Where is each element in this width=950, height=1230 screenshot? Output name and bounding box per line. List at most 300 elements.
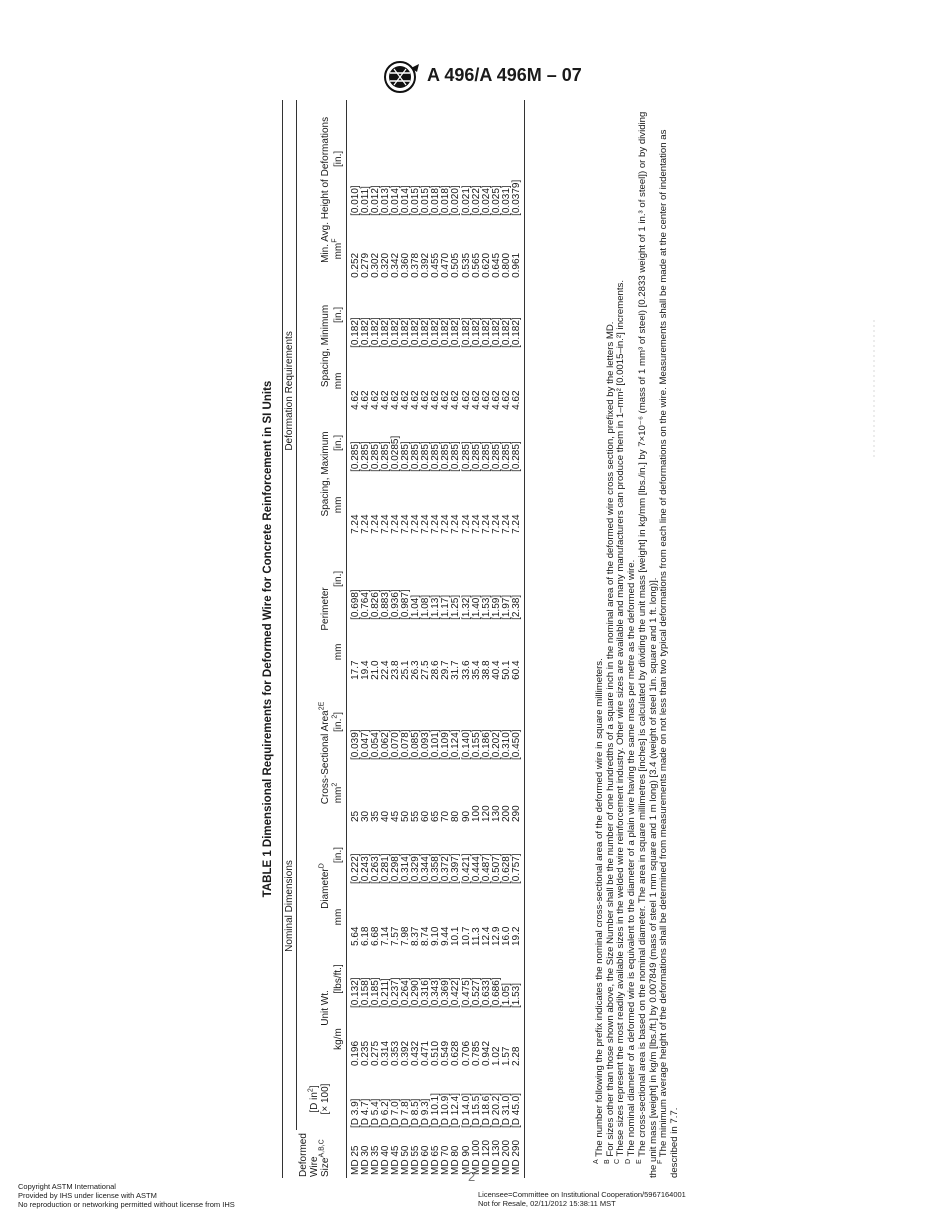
table-cell: 27.5 (420, 660, 432, 680)
table-cell: [0.093] (420, 729, 432, 760)
footer-line: Copyright ASTM International (18, 1182, 116, 1191)
table-cell: MD 130 (490, 1139, 502, 1175)
table-footnotes (592, 100, 681, 1178)
table-cell: [0.182] (379, 317, 391, 348)
footnote-text: The minimum average height of the deformations shall be determined from measurements made on not less than two typical deformations from each line of deformations on the wire. Measurements shall be made at the center of indentation as described in 7.7. (658, 129, 680, 1178)
table-cell: [0.285] (480, 441, 492, 472)
unit-mm: mm (332, 622, 347, 682)
unit-mm: mm (332, 474, 347, 536)
footnote-text: The number following the prefix indicates the nominal cross-sectional area of the deformed wire in square millimeters. (594, 658, 605, 1157)
table-cell: [0.025] (490, 185, 502, 216)
table-cell: [0.316] (420, 977, 432, 1008)
table-cell: 130 (490, 805, 502, 822)
table-cell: [0.054] (369, 729, 381, 760)
table-cell: 45 (389, 810, 401, 822)
table-cell: 0.378 (410, 252, 422, 278)
table-cell: MD 90 (460, 1145, 472, 1175)
col-header-area: Cross-Sectional Area$^{2E}$ (318, 701, 331, 805)
astm-logo-icon (383, 60, 421, 94)
table-cell: 0.706 (460, 1040, 472, 1066)
table-cell: [0.343] (430, 977, 442, 1008)
page-number: 2 (468, 1169, 476, 1184)
table-cell: 0.275 (369, 1040, 381, 1066)
table-cell: [1.08] (420, 594, 432, 620)
table-cell: [0.285] (379, 441, 391, 472)
table-cell: [D 45.0] (512, 1068, 525, 1130)
unit-in: [in.] (332, 536, 347, 622)
table-cell: 0.961 (512, 218, 525, 280)
table-cell: 5.64 (349, 926, 361, 946)
table-cell: MD 60 (420, 1145, 432, 1175)
table-cell: [0.883] (379, 589, 391, 620)
col-header-d-equivalent: [D $in^2$] [× 100] (307, 1083, 331, 1115)
table-cell: [0.182] (440, 317, 452, 348)
table-cell: [0.013] (379, 185, 391, 216)
table-cell: MD 55 (410, 1145, 422, 1175)
table-cell: 55 (410, 810, 422, 822)
table-cell: [0.628] (500, 853, 512, 884)
table-cell: 0.549 (440, 1040, 452, 1066)
table-cell: 19.2 (512, 886, 525, 948)
table-cell: [0.011] (359, 186, 371, 216)
table-cell: 60 (420, 810, 432, 822)
table-cell: 22.4 (379, 660, 391, 680)
table-cell: 7.24 (420, 514, 432, 534)
table-cell: [0.314] (399, 853, 411, 884)
table-cell: [0.031] (500, 185, 512, 216)
table-cell: 25.1 (399, 660, 411, 680)
table-cell: [0.826] (369, 589, 381, 620)
table-cell: 4.62 (430, 390, 442, 410)
table-cell: [1.53] (512, 948, 525, 1010)
table-cell: [1.17] (440, 594, 452, 620)
table-cell: [0.475] (460, 977, 472, 1008)
table-cell: [0.158] (359, 977, 371, 1008)
table-cell: 4.62 (359, 390, 371, 410)
table-cell: 50 (399, 810, 411, 822)
table-cell: 35.4 (470, 660, 482, 680)
table-cell: 0.314 (379, 1040, 391, 1066)
table-row (346, 100, 361, 1178)
page-header (383, 60, 683, 94)
table-cell: [0.012] (369, 185, 381, 216)
unit-in: [in.] (332, 824, 347, 886)
table-cell: [0.182] (470, 317, 482, 348)
unit-lbsft: [lbs/ft.] (332, 948, 347, 1010)
table-cell: [0.182] (349, 317, 361, 348)
table-cell: 33.6 (460, 660, 472, 680)
unit-mm: mm (332, 886, 347, 948)
table-cell: 6.18 (359, 926, 371, 946)
table-cell: 0.645 (490, 252, 502, 278)
table-cell: [0.015] (410, 185, 422, 216)
table-cell: 38.8 (480, 660, 492, 680)
table-cell: 0.252 (349, 252, 361, 278)
table-cell: [D 31.0] (500, 1092, 512, 1128)
table-cell: 0.628 (450, 1040, 462, 1066)
table-cell: 4.62 (379, 390, 391, 410)
table-cell: [D 7.0] (389, 1098, 401, 1128)
table-body (346, 100, 525, 1178)
table-cell: [0.211] (379, 978, 391, 1008)
table-cell: MD 290 (512, 1130, 525, 1178)
table-cell: [0.285] (470, 441, 482, 472)
table-cell: 4.62 (480, 390, 492, 410)
table-cell: [D 8.5] (410, 1098, 422, 1128)
table-cell: [0.124] (450, 729, 462, 760)
table-cell: [0.527] (470, 977, 482, 1008)
table-cell: [0.264] (399, 977, 411, 1008)
table-cell: 4.62 (420, 390, 432, 410)
footnote-mark: A (592, 1159, 600, 1164)
table-cell: MD 120 (480, 1139, 492, 1175)
table-cell: 0.785 (470, 1040, 482, 1066)
table-cell: [0.285] (420, 441, 432, 472)
table-cell: 0.800 (500, 252, 512, 278)
table-cell: [0.018] (440, 185, 452, 216)
table-cell: 9.44 (440, 926, 452, 946)
table-cell: [0.039] (349, 729, 361, 760)
table-cell: MD 65 (430, 1145, 442, 1175)
table-cell: 0.510 (430, 1040, 442, 1066)
unit-mm2: $mm^2$ (332, 762, 347, 824)
table-cell: 0.471 (420, 1040, 432, 1066)
table-cell: 7.24 (359, 514, 371, 534)
table-cell: 7.24 (450, 514, 462, 534)
table-cell: 26.3 (410, 660, 422, 680)
table-cell: 4.62 (500, 390, 512, 410)
table-cell: 0.342 (389, 252, 401, 278)
table-cell: [1.05] (500, 982, 512, 1008)
table-cell: [0.022] (470, 185, 482, 216)
table-cell: 7.57 (389, 926, 401, 946)
table-cell: [1.59] (490, 594, 502, 620)
table-cell: [0.764] (359, 589, 371, 620)
table-cell: 7.24 (460, 514, 472, 534)
footer-right (478, 1190, 686, 1208)
table-cell: [0.285] (369, 441, 381, 472)
table-cell: 4.62 (410, 390, 422, 410)
table-cell: [0.285] (349, 441, 361, 472)
table-cell: [D 3.9] (349, 1098, 361, 1128)
footnote-text: These sizes represent the most readily available sizes in the welded wire reinforcement industry. Other wire sizes are available and many manufacturers can produce them in 1–mm² [0.0015–in.²] increments. (615, 279, 627, 1157)
table-cell: 4.62 (369, 390, 381, 410)
table-cell: 8.37 (410, 926, 422, 946)
table-cell: 30 (359, 810, 371, 822)
table-cell: [0.285] (410, 441, 422, 472)
table-cell: 17.7 (349, 660, 361, 680)
table-cell: [0.182] (430, 317, 442, 348)
table-cell: [0.085] (410, 729, 422, 760)
table-cell: [0.263] (369, 853, 381, 884)
table-cell: 0.235 (359, 1040, 371, 1066)
table-cell: 10.1 (450, 926, 462, 946)
table-cell: [0.014] (399, 185, 411, 216)
group-header-deformation: Deformation Requirements (283, 100, 297, 682)
table-cell: [0.140] (460, 729, 472, 760)
unit-kgm: kg/m (332, 1010, 347, 1068)
table-cell: [0.281] (379, 853, 391, 884)
table-title: TABLE 1 Dimensional Requirements for Deformed Wire for Concrete Reinforcement in SI Units (262, 380, 274, 898)
table-cell: [0.109] (440, 729, 452, 760)
table-cell: 29.7 (440, 660, 452, 680)
col-header-spacing-min: Spacing, Minimum (319, 304, 331, 388)
footer-line: Provided by IHS under license with ASTM (18, 1191, 157, 1200)
table-cell: [0.101] (430, 729, 442, 760)
table-cell: [0.358] (430, 853, 442, 884)
table-cell: [1.04] (410, 594, 422, 620)
footnote-text: The nominal diameter of a deformed wire is equivalent to the diameter of a plain wire having the same mass per metre as the deformed wire. (626, 559, 638, 1157)
table-cell: 0.392 (399, 1040, 411, 1066)
table-cell: [D 15.5] (470, 1092, 482, 1128)
table-cell: [0.285] (450, 441, 462, 472)
unit-in2: [in.$^2$] (332, 682, 347, 762)
table-cell: 40.4 (490, 660, 502, 680)
table-cell: 80 (450, 810, 462, 822)
table-cell: [0.062] (379, 729, 391, 760)
table-cell: 25 (349, 810, 361, 822)
table-cell: 40 (379, 810, 391, 822)
table-cell: [1.40] (470, 594, 482, 620)
table-cell: MD 35 (369, 1145, 381, 1175)
table-cell: 7.24 (470, 514, 482, 534)
table-cell: [1.32] (460, 594, 472, 620)
unit-in: [in.] (332, 100, 347, 218)
table-cell: [0.698] (349, 589, 361, 620)
table-cell: [0.078] (399, 729, 411, 760)
table-cell: [0.285] (512, 412, 525, 474)
table-cell: [0.757] (512, 824, 525, 886)
footnote (659, 100, 680, 1178)
table-cell: 7.24 (512, 474, 525, 536)
table-cell: [0.024] (480, 185, 492, 216)
footnote (635, 100, 659, 1178)
table-cell: [0.186] (480, 729, 492, 760)
table-cell: [1.53] (480, 594, 492, 620)
table-cell: 0.620 (480, 252, 492, 278)
footnote-mark: F (657, 1159, 665, 1164)
table-cell: 4.62 (470, 390, 482, 410)
footnote-text: The cross-sectional area is based on the nominal diameter. The area in square millimetres [inches] is calculated by dividing the unit mass [weight] in kg/mm [lbs./in.] by 7×10⁻⁶ (mass of 1 mm³ of steel) [0.2833 weight of 1 in.³ of steel]) or by dividing the unit mass [weight] in kg/m [lbs./ft.] by 0.007849 (mass of steel 1 mm square and 1 m long) [3.4 (weight of steel 1in. square and 1 ft. long)]. (636, 111, 659, 1178)
table-cell: 10.7 (460, 926, 472, 946)
footnote-mark: C (614, 1158, 622, 1164)
table-cell: 0.432 (410, 1040, 422, 1066)
table-cell: [D 6.2] (379, 1098, 391, 1128)
table-cell: 120 (480, 805, 492, 822)
table-cell: [0.686] (490, 977, 502, 1008)
table-cell: 7.24 (410, 514, 422, 534)
table-cell: [0.243] (359, 853, 371, 884)
watermark-mark (870, 320, 878, 460)
table-cell: 0.279 (359, 252, 371, 278)
table-cell: 4.62 (349, 390, 361, 410)
table-cell: MD 200 (500, 1139, 512, 1175)
table-cell: [D 12.4] (450, 1092, 462, 1128)
col-header-spacing-max: Spacing, Maximum (319, 431, 331, 517)
table-cell: [0.182] (450, 317, 462, 348)
col-header-unit-wt: Unit Wt. (319, 990, 331, 1026)
table-cell: 50.1 (500, 660, 512, 680)
table-cell: [0.285] (460, 441, 472, 472)
table-cell: [0.132] (349, 977, 361, 1008)
table-cell: 21.0 (369, 660, 381, 680)
table-cell: [0.285] (490, 441, 502, 472)
table-cell: MD 100 (470, 1139, 482, 1175)
table-cell: [0.450] (512, 682, 525, 762)
units-row (332, 100, 347, 1178)
table-cell: 0.353 (389, 1040, 401, 1066)
table-cell: 7.24 (369, 514, 381, 534)
table-cell: MD 40 (379, 1145, 391, 1175)
table-cell: [0.202] (490, 729, 502, 760)
table-cell: 65 (430, 810, 442, 822)
unit-in: [in.] (332, 280, 347, 350)
table-cell: 200 (500, 805, 512, 822)
table-cell: [0.237] (389, 977, 401, 1008)
table-row (512, 100, 525, 1178)
unit-mm: mm (332, 350, 347, 412)
table-cell: [0.020] (450, 185, 462, 216)
table-cell: [D 20.2] (490, 1092, 502, 1128)
table-cell: 0.302 (369, 252, 381, 278)
table-cell: [0.422] (450, 977, 462, 1008)
table-cell: [0.182] (399, 317, 411, 348)
table-cell: 4.62 (440, 390, 452, 410)
table-cell: [0.014] (389, 185, 401, 216)
table-cell: 1.57 (500, 1046, 512, 1066)
table-cell: [0.155] (470, 729, 482, 760)
table-cell: MD 25 (349, 1145, 361, 1175)
table-cell: 0.320 (379, 252, 391, 278)
table-cell: 1.02 (490, 1046, 502, 1066)
table-cell: 0.455 (430, 252, 442, 278)
footnote-mark: D (624, 1158, 632, 1164)
table-cell: 60.4 (512, 622, 525, 682)
table-cell: [D 4.7] (359, 1098, 371, 1128)
table-cell: [0.182] (480, 317, 492, 348)
table-cell: [0.397] (450, 853, 462, 884)
table-cell: [D 10.9] (440, 1092, 452, 1128)
table-cell: [0.222] (349, 853, 361, 884)
table-cell: [0.182] (460, 317, 472, 348)
table-cell: [0.015] (420, 185, 432, 216)
table-cell: MD 30 (359, 1145, 371, 1175)
table-cell: MD 70 (440, 1145, 452, 1175)
table-cell: [0.285] (440, 441, 452, 472)
table-cell: [0.285] (500, 441, 512, 472)
column-header-row (297, 100, 332, 1178)
table-cell: [0.487] (480, 853, 492, 884)
table-cell: 7.24 (399, 514, 411, 534)
table-cell: 7.24 (389, 514, 401, 534)
table-cell: [D 10.1] (430, 1092, 442, 1128)
table-cell: 7.24 (500, 514, 512, 534)
table-cell: 7.24 (379, 514, 391, 534)
footer-line: Not for Resale, 02/11/2012 15:38:11 MST (478, 1199, 616, 1208)
group-header-nominal: Nominal Dimensions (283, 682, 297, 1130)
table-cell: [0.182] (512, 280, 525, 350)
table-cell: 23.8 (389, 660, 401, 680)
table-cell: 19.4 (359, 660, 371, 680)
table-cell: [0.182] (410, 317, 422, 348)
table-cell: [0.285] (399, 441, 411, 472)
footer-line: No reproduction or networking permitted without license from IHS (18, 1200, 235, 1209)
table-cell: [0.018] (430, 185, 442, 216)
table-cell: 0.942 (480, 1040, 492, 1066)
table-cell: 7.24 (480, 514, 492, 534)
table-cell: [0.329] (410, 853, 422, 884)
table-cell: 100 (470, 805, 482, 822)
footnote-mark: B (603, 1159, 611, 1164)
table-cell: [0.0379] (512, 100, 525, 218)
table-cell: [0.444] (470, 853, 482, 884)
table-cell: [0.290] (410, 977, 422, 1008)
table-cell: [0.344] (420, 853, 432, 884)
table-cell: 7.24 (440, 514, 452, 534)
table-cell: 0.565 (470, 252, 482, 278)
table-cell: 0.470 (440, 252, 452, 278)
table-cell: MD 45 (389, 1145, 401, 1175)
table-cell: [0.047] (359, 729, 371, 760)
table-cell: [0.298] (389, 853, 401, 884)
table-cell: [0.021] (460, 185, 472, 216)
table-cell: [D 9.3] (420, 1098, 432, 1128)
footnote-text: For sizes other than those shown above, the Size Number shall be the number of one hundredths of a square inch in the nominal area of the deformed wire cross section, prefixed by the letters MD. (604, 321, 616, 1157)
dimensional-requirements-table (282, 100, 525, 1178)
table-cell: [0.182] (369, 317, 381, 348)
table-cell: 4.62 (399, 390, 411, 410)
col-header-height: Min. Avg. Height of Deformations (319, 116, 331, 263)
table-cell: 8.74 (420, 926, 432, 946)
table-cell: 0.196 (349, 1040, 361, 1066)
table-cell: 16.0 (500, 926, 512, 946)
table-cell: [0.987] (399, 589, 411, 620)
table-cell: [0.182] (420, 317, 432, 348)
group-header-row (283, 100, 297, 1178)
table-cell: [0.285] (430, 441, 442, 472)
table-cell: [0.372] (440, 853, 452, 884)
table-cell: 7.24 (430, 514, 442, 534)
table-cell: [0.070] (389, 729, 401, 760)
rotated-table-area (262, 100, 694, 1178)
table-cell: [2.38] (512, 536, 525, 622)
table-cell: [0.285] (359, 441, 371, 472)
table-cell: [0.369] (440, 977, 452, 1008)
table-cell: 7.98 (399, 926, 411, 946)
table-cell: [1.25] (450, 594, 462, 620)
col-header-size: Deformed Wire Size$^{A,B,C}$ (297, 1133, 331, 1177)
footer-left (18, 1182, 235, 1209)
table-cell: [0.936] (389, 589, 401, 620)
table-cell: 0.360 (399, 252, 411, 278)
table-cell: [D 7.8] (399, 1098, 411, 1128)
table-cell: [0.182] (490, 317, 502, 348)
table-cell: 28.6 (430, 660, 442, 680)
table-cell: [0.182] (359, 317, 371, 348)
table-cell: MD 80 (450, 1145, 462, 1175)
table-cell: 4.62 (512, 350, 525, 412)
table-cell: 7.24 (349, 514, 361, 534)
unit-in: [in.] (332, 412, 347, 474)
table-cell: 4.62 (389, 390, 401, 410)
table-cell: 12.4 (480, 926, 492, 946)
table-cell: 12.9 (490, 926, 502, 946)
table-cell: 0.392 (420, 252, 432, 278)
table-cell: 2.28 (512, 1010, 525, 1068)
table-cell: [0.0285] (389, 435, 401, 472)
table-cell: 4.62 (490, 390, 502, 410)
table-cell: 11.3 (470, 927, 482, 946)
